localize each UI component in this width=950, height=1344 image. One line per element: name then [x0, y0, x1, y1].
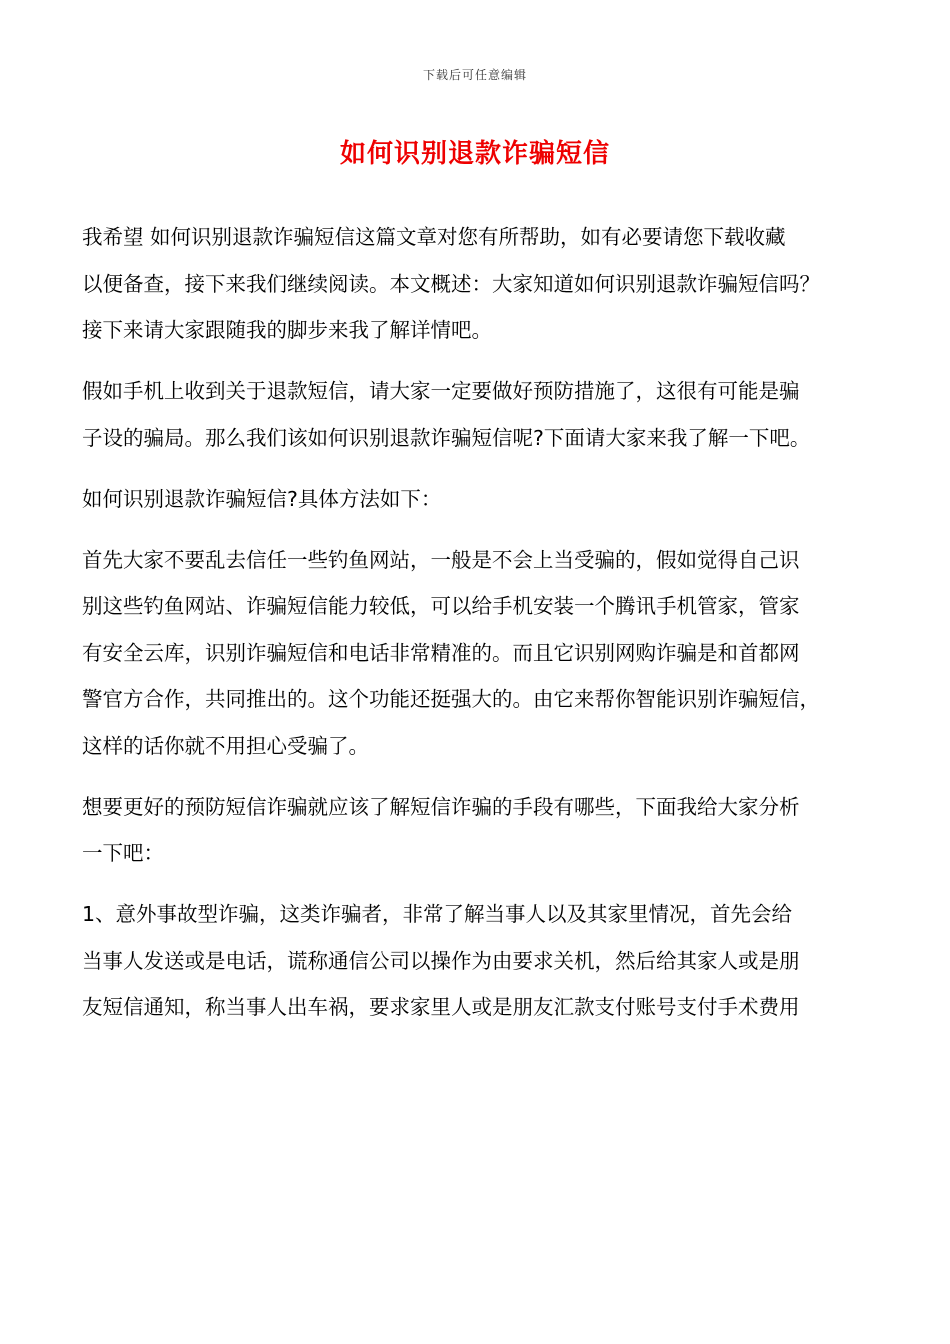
text-line: 首先大家不要乱去信任一些钓鱼网站，一般是不会上当受骗的，假如觉得自己识	[82, 547, 800, 572]
header-note: 下载后可任意编辑	[422, 68, 527, 82]
text-line: 想要更好的预防短信诈骗就应该了解短信诈骗的手段有哪些，下面我给大家分析	[82, 794, 800, 819]
text-line: 别这些钓鱼网站、诈骗短信能力较低，可以给手机安装一个腾讯手机管家，管家	[82, 594, 800, 618]
text-line: 当事人发送或是电话，谎称通信公司以操作为由要求关机，然后给其家人或是朋	[82, 948, 800, 973]
text-line: 子设的骗局。那么我们该如何识别退款诈骗短信呢?下面请大家来我了解一下吧。	[82, 425, 811, 450]
text-line: 有安全云库，识别诈骗短信和电话非常精准的。而且它识别网购诈骗是和首都网	[82, 640, 800, 665]
text-line: 以便备查，接下来我们继续阅读。本文概述：大家知道如何识别退款诈骗短信吗？	[82, 271, 820, 296]
text-line: 如何识别退款诈骗短信?具体方法如下：	[82, 486, 442, 511]
paragraph-fraud-methods-intro	[82, 784, 882, 877]
paragraph-intro	[82, 214, 882, 354]
text-line: 这样的话你就不用担心受骗了。	[82, 733, 369, 758]
text-line: 接下来请大家跟随我的脚步来我了解详情吧。	[82, 318, 492, 342]
text-line: 1、意外事故型诈骗，这类诈骗者，非常了解当事人以及其家里情况，首先会给	[82, 902, 793, 926]
text-line: 友短信通知，称当事人出车祸，要求家里人或是朋友汇款支付账号支付手术费用	[82, 995, 800, 1019]
paragraph-refund-warning	[82, 368, 882, 461]
paragraph-method-heading	[82, 476, 882, 523]
text-line: 警官方合作，共同推出的。这个功能还挺强大的。由它来帮你智能识别诈骗短信，	[82, 687, 820, 711]
paragraph-accident-fraud	[82, 891, 882, 1031]
document-body	[82, 214, 882, 1031]
document-title: 如何识别退款诈骗短信	[339, 139, 610, 169]
paragraph-phishing-advice	[82, 537, 882, 770]
text-line: 我希望 如何识别退款诈骗短信这篇文章对您有所帮助，如有必要请您下载收藏	[82, 225, 786, 249]
text-line: 假如手机上收到关于退款短信，请大家一定要做好预防措施了，这很有可能是骗	[82, 379, 800, 403]
text-line: 一下吧：	[82, 841, 164, 865]
